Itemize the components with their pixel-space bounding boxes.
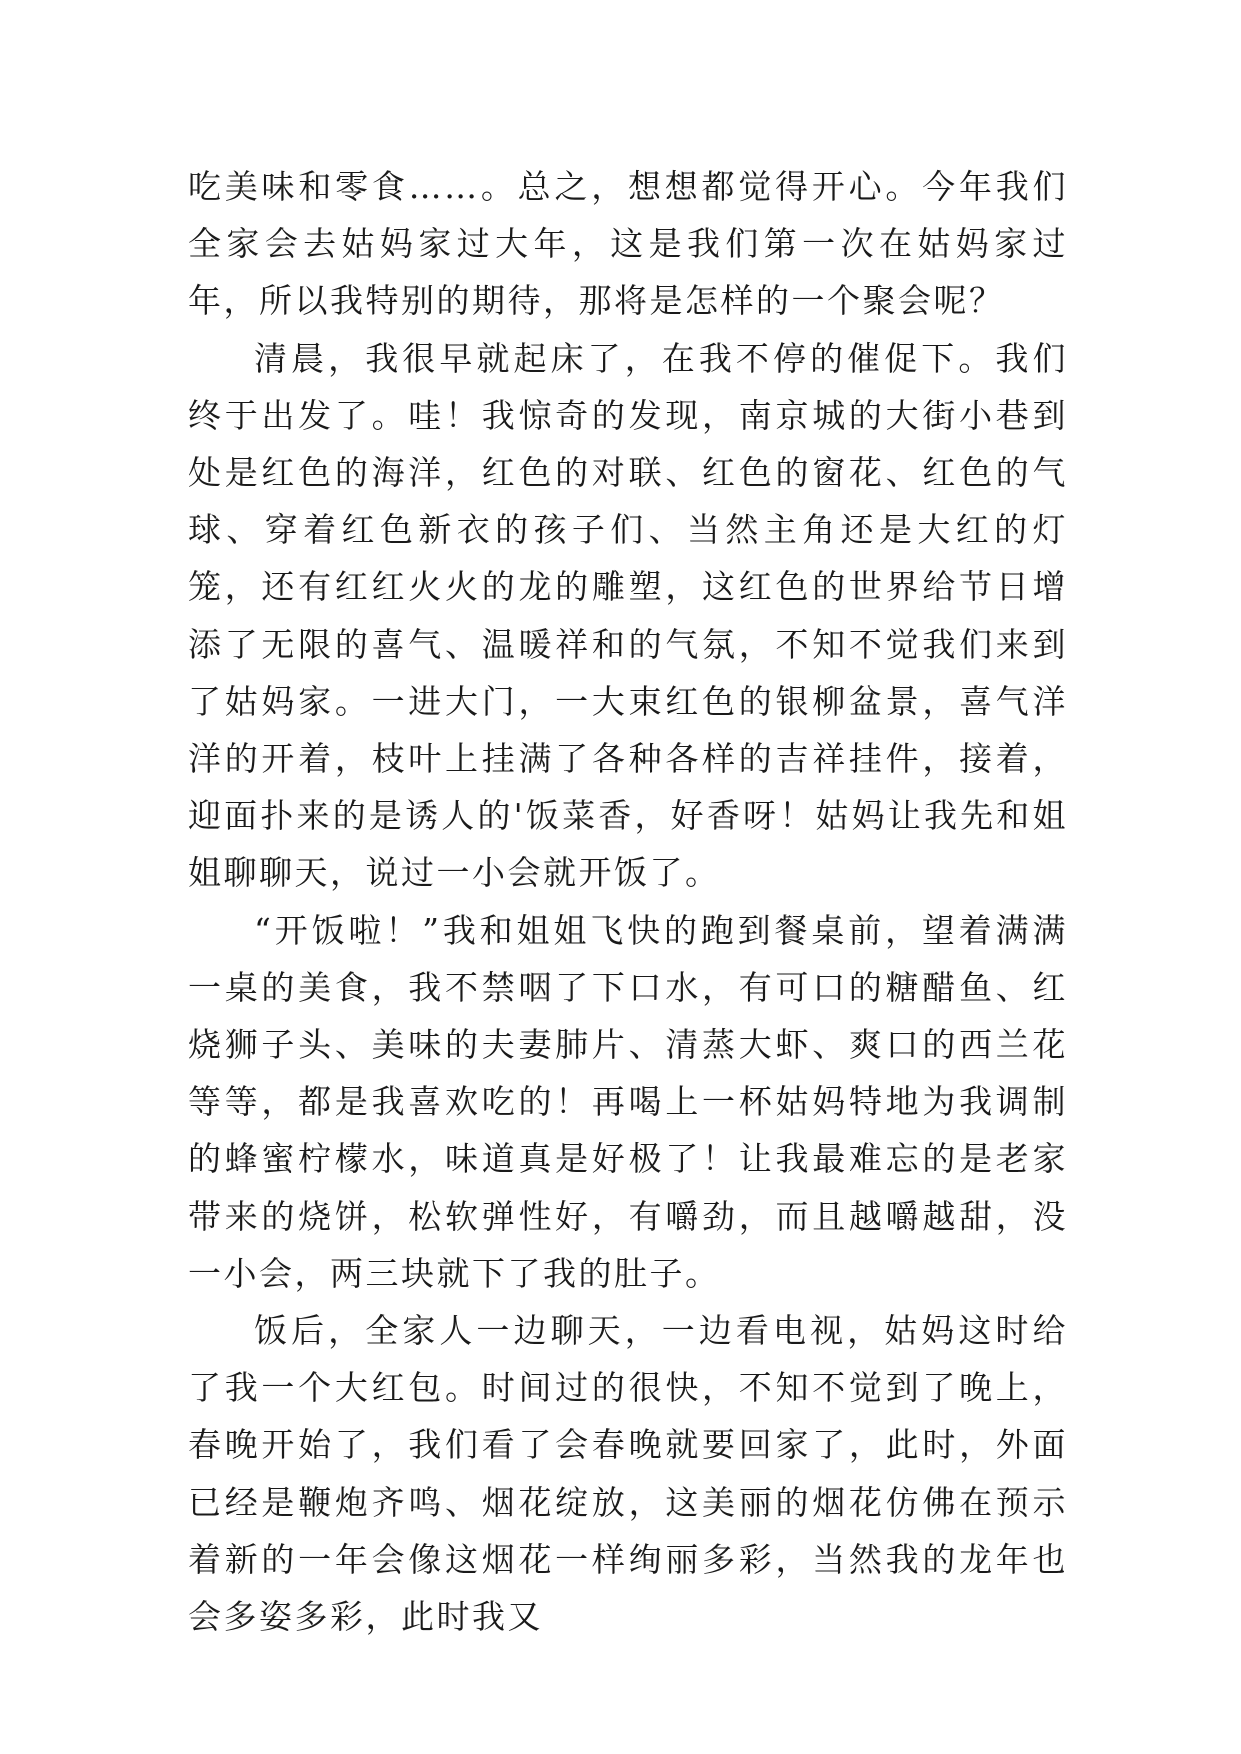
paragraph-1: 吃美味和零食……。总之，想想都觉得开心。今年我们全家会去姑妈家过大年，这是我们第一次在姑妈家过年，所以我特别的期待，那将是怎样的一个聚会呢？ bbox=[188, 167, 1068, 321]
document-body bbox=[188, 158, 1068, 1645]
paragraph-3: “开饭啦！”我和姐姐飞快的跑到餐桌前，望着满满一桌的美食，我不禁咽了下口水，有可口的糖醋鱼、红烧狮子头、美味的夫妻肺片、清蒸大虾、爽口的西兰花等等，都是我喜欢吃的！再喝上一杯姑妈特地为我调制的蜂蜜柠檬水，味道真是好极了！让我最难忘的是老家带来的烧饼，松软弹性好，有嚼劲，而且越嚼越甜，没一小会，两三块就下了我的肚子。 bbox=[188, 910, 1068, 1293]
paragraph-4: 饭后，全家人一边聊天，一边看电视，姑妈这时给了我一个大红包。时间过的很快，不知不觉到了晚上，春晚开始了，我们看了会春晚就要回家了，此时，外面已经是鞭炮齐鸣、烟花绽放，这美丽的烟花仿佛在预示着新的一年会像这烟花一样绚丽多彩，当然我的龙年也会多姿多彩，此时我又 bbox=[188, 1311, 1068, 1637]
paragraph-2: 清晨，我很早就起床了，在我不停的催促下。我们终于出发了。哇！我惊奇的发现，南京城的大街小巷到处是红色的海洋，红色的对联、红色的窗花、红色的气球、穿着红色新衣的孩子们、当然主角还是大红的灯笼，还有红红火火的龙的雕塑，这红色的世界给节日增添了无限的喜气、温暖祥和的气氛，不知不觉我们来到了姑妈家。一进大门，一大束红色的银柳盆景，喜气洋洋的开着，枝叶上挂满了各种各样的吉祥挂件，接着，迎面扑来的是诱人的'饭菜香，好香呀！姑妈让我先和姐姐聊聊天，说过一小会就开饭了。 bbox=[188, 338, 1068, 893]
